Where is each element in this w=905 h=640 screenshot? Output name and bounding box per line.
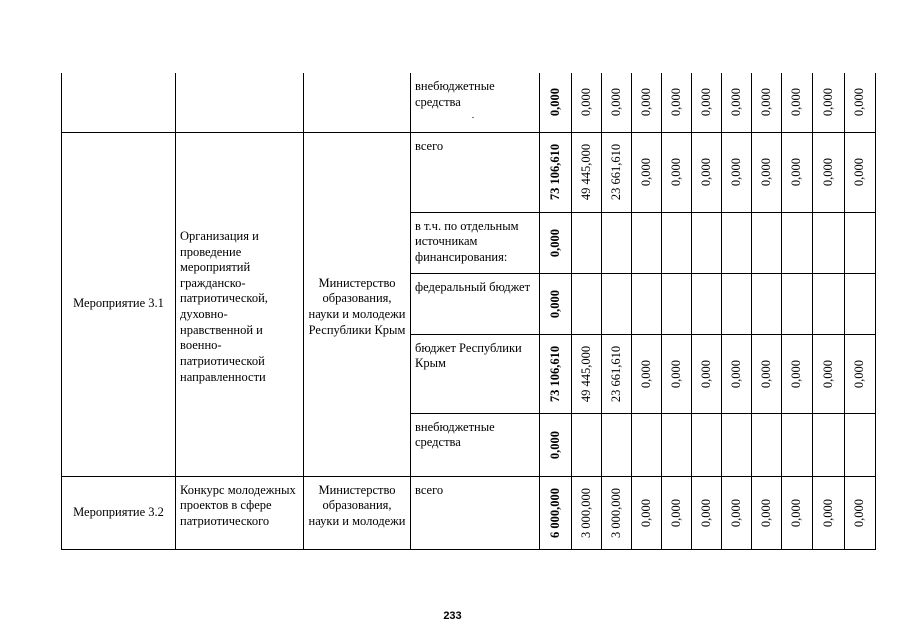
total-cell: [540, 73, 572, 132]
total-cell: [540, 212, 572, 273]
year-cell-value: 0,000: [668, 359, 683, 388]
year-cell: [782, 132, 813, 212]
year-cell: [782, 334, 813, 413]
year-cell-value: 0,000: [638, 157, 653, 187]
year-cell: [722, 132, 752, 212]
funding-source: внебюджетные средства: [411, 73, 540, 132]
year-cell: [722, 413, 752, 476]
year-cell-value: 0,000: [789, 88, 804, 117]
year-cell: [752, 212, 782, 273]
event-label-cell: [62, 73, 176, 132]
table-row: [62, 476, 876, 549]
year-cell: [662, 273, 692, 334]
year-cell: [722, 212, 752, 273]
total-cell-value: 73 106,610: [547, 143, 562, 201]
year-cell: [845, 334, 876, 413]
year-cell: [632, 413, 662, 476]
year-cell: [845, 413, 876, 476]
year-cell: [692, 413, 722, 476]
year-cell-value: 0,000: [668, 157, 683, 187]
year-cell-value: 0,000: [668, 88, 683, 117]
event-name-cell: [176, 73, 304, 132]
total-cell-value: 0,000: [547, 228, 562, 257]
year-cell: [602, 334, 632, 413]
total-cell-value: 0,000: [547, 88, 562, 117]
year-cell-value: 0,000: [789, 359, 804, 388]
year-cell-value: 0,000: [638, 498, 653, 527]
year-cell-value: 0,000: [852, 359, 867, 388]
budget-table: [61, 73, 876, 550]
year-cell: [572, 273, 602, 334]
year-cell: [632, 273, 662, 334]
year-cell: [572, 413, 602, 476]
year-cell-value: 0,000: [852, 498, 867, 527]
year-cell: [722, 334, 752, 413]
year-cell-value: 0,000: [698, 359, 713, 388]
year-cell: [692, 334, 722, 413]
year-cell: [845, 73, 876, 132]
event-label: Мероприятие 3.1: [62, 132, 176, 476]
executor-cell: [304, 73, 411, 132]
total-cell-value: 73 106,610: [547, 345, 562, 402]
year-cell: [813, 132, 845, 212]
event-executor: Министерство образования, науки и молодежи Республики Крым: [304, 132, 411, 476]
year-cell: [813, 476, 845, 549]
year-cell: [632, 73, 662, 132]
event-label: Мероприятие 3.2: [62, 476, 176, 549]
total-cell-value: 0,000: [547, 289, 562, 318]
year-cell: [782, 413, 813, 476]
event-name: Конкурс молодежных проектов в сфере патриотического: [176, 476, 304, 549]
year-cell: [782, 273, 813, 334]
year-cell: [813, 212, 845, 273]
funding-source: всего: [411, 476, 540, 549]
year-cell-value: 0,000: [789, 498, 804, 527]
total-cell: [540, 334, 572, 413]
year-cell-value: 0,000: [789, 157, 804, 187]
year-cell: [845, 476, 876, 549]
funding-source: всего: [411, 132, 540, 212]
year-cell-value: 3 000,000: [608, 487, 623, 538]
year-cell: [845, 132, 876, 212]
year-cell: [662, 212, 692, 273]
table-row: [62, 132, 876, 212]
year-cell: [845, 273, 876, 334]
year-cell: [602, 73, 632, 132]
year-cell-value: 0,000: [698, 157, 713, 187]
year-cell: [602, 476, 632, 549]
year-cell-value: 0,000: [728, 88, 743, 117]
year-cell: [692, 73, 722, 132]
year-cell-value: 0,000: [698, 498, 713, 527]
total-cell: [540, 273, 572, 334]
year-cell: [782, 73, 813, 132]
year-cell-value: 0,000: [852, 157, 867, 187]
year-cell: [602, 413, 632, 476]
year-cell: [602, 273, 632, 334]
year-cell-value: 0,000: [820, 359, 835, 388]
year-cell: [722, 73, 752, 132]
year-cell-value: 0,000: [820, 88, 835, 117]
year-cell-value: 0,000: [728, 498, 743, 527]
year-cell: [722, 476, 752, 549]
year-cell: [602, 212, 632, 273]
year-cell: [572, 73, 602, 132]
year-cell: [752, 334, 782, 413]
year-cell: [813, 273, 845, 334]
year-cell-value: 0,000: [758, 157, 773, 187]
year-cell: [632, 212, 662, 273]
year-cell: [752, 73, 782, 132]
total-cell: [540, 476, 572, 549]
year-cell: [692, 212, 722, 273]
year-cell-value: 0,000: [758, 498, 773, 527]
year-cell: [572, 212, 602, 273]
year-cell-value: 3 000,000: [578, 487, 593, 538]
year-cell-value: 49 445,000: [578, 345, 593, 402]
year-cell-value: 0,000: [820, 157, 835, 187]
funding-source: внебюджетные средства: [411, 413, 540, 476]
year-cell: [572, 334, 602, 413]
year-cell-value: 0,000: [638, 88, 653, 117]
year-cell: [632, 132, 662, 212]
year-cell: [782, 212, 813, 273]
year-cell: [662, 476, 692, 549]
year-cell: [692, 476, 722, 549]
event-executor: Министерство образования, науки и молодежи: [304, 476, 411, 549]
year-cell: [813, 73, 845, 132]
year-cell: [632, 334, 662, 413]
year-cell: [752, 132, 782, 212]
total-cell-value: 6 000,000: [547, 487, 562, 538]
year-cell-value: 23 661,610: [608, 143, 623, 201]
year-cell-value: 0,000: [698, 88, 713, 117]
total-cell: [540, 413, 572, 476]
year-cell-value: 0,000: [728, 359, 743, 388]
page-number: 233: [443, 610, 462, 622]
event-name: Организация и проведение мероприятий гражданско-патриотической, духовно-нравственной и военно-патриотической направленности: [176, 132, 304, 476]
year-cell: [752, 413, 782, 476]
year-cell-value: 0,000: [852, 88, 867, 117]
year-cell: [662, 132, 692, 212]
total-cell-value: 0,000: [547, 430, 562, 459]
year-cell: [632, 476, 662, 549]
year-cell: [692, 273, 722, 334]
year-cell: [572, 476, 602, 549]
year-cell-value: 0,000: [758, 359, 773, 388]
funding-source: в т.ч. по отдельным источникам финансирования:: [411, 212, 540, 273]
funding-source: федеральный бюджет: [411, 273, 540, 334]
year-cell-value: 0,000: [668, 498, 683, 527]
year-cell-value: 0,000: [638, 359, 653, 388]
year-cell: [692, 132, 722, 212]
year-cell: [572, 132, 602, 212]
year-cell: [662, 73, 692, 132]
year-cell-value: 23 661,610: [608, 345, 623, 402]
year-cell-value: 49 445,000: [578, 143, 593, 201]
year-cell: [813, 334, 845, 413]
year-cell: [662, 413, 692, 476]
year-cell: [813, 413, 845, 476]
year-cell: [722, 273, 752, 334]
year-cell: [662, 334, 692, 413]
year-cell: [782, 476, 813, 549]
year-cell-value: 0,000: [820, 498, 835, 527]
scan-speck: [472, 117, 474, 118]
year-cell: [845, 212, 876, 273]
year-cell: [752, 476, 782, 549]
year-cell-value: 0,000: [608, 88, 623, 117]
year-cell: [752, 273, 782, 334]
year-cell: [602, 132, 632, 212]
year-cell-value: 0,000: [728, 157, 743, 187]
table-row: [62, 73, 876, 132]
year-cell-value: 0,000: [758, 88, 773, 117]
total-cell: [540, 132, 572, 212]
year-cell-value: 0,000: [578, 88, 593, 117]
funding-source: бюджет Республики Крым: [411, 334, 540, 413]
